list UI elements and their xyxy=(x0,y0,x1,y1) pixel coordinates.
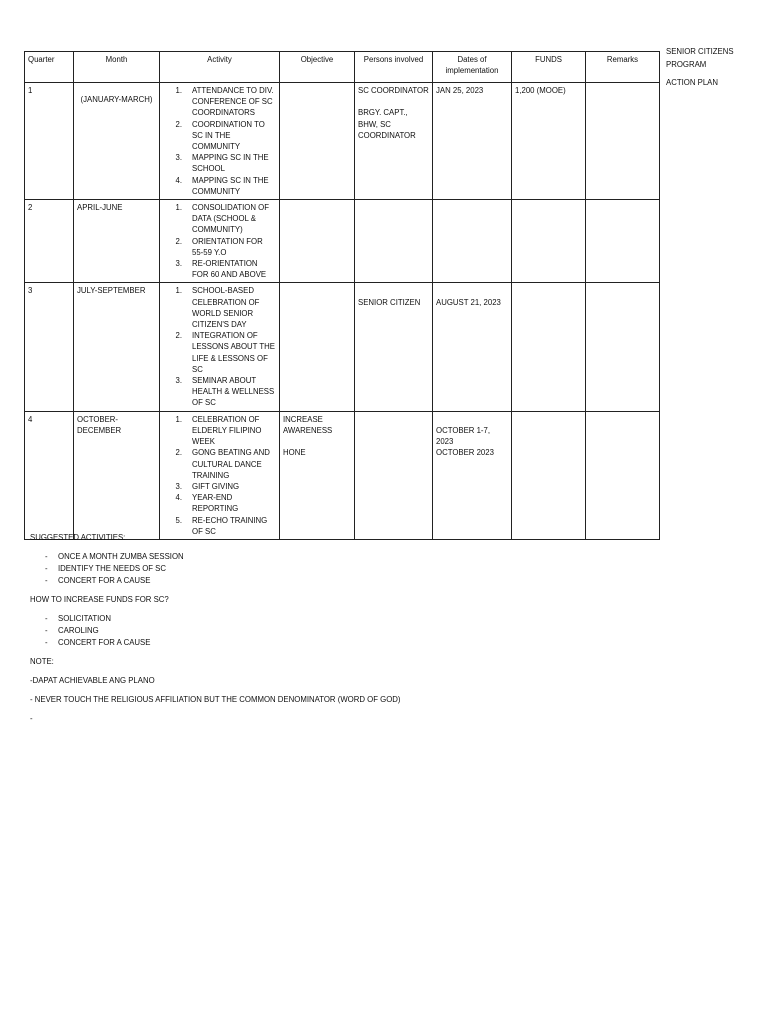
activity-cell xyxy=(160,200,280,283)
quarter-cell: 3 xyxy=(25,283,74,411)
list-item-text: CONCERT FOR A CAUSE xyxy=(58,576,151,585)
activity-text: SEMINAR ABOUT HEALTH & WELLNESS OF SC xyxy=(192,376,275,408)
activity-text: INTEGRATION OF LESSONS ABOUT THE LIFE & LESSONS OF SC xyxy=(192,331,275,374)
activity-text: ATTENDANCE TO DIV. CONFERENCE OF SC COORDINATORS xyxy=(192,86,274,118)
month-cell xyxy=(74,83,160,200)
bullet-dash: - xyxy=(45,552,48,561)
activity-text: CONSOLIDATION OF DATA (SCHOOL & COMMUNITY) xyxy=(192,203,269,235)
activity-number: 2. xyxy=(175,331,182,341)
activity-item xyxy=(163,492,276,514)
persons-involved-line xyxy=(358,285,429,296)
dates-cell xyxy=(433,200,512,283)
activity-text: COORDINATION TO SC IN THE COMMUNITY xyxy=(192,119,265,152)
dates-line: OCTOBER 2023 xyxy=(436,448,494,458)
funds-cell xyxy=(512,411,586,539)
activity-item xyxy=(163,330,276,375)
dates-cell xyxy=(433,83,512,200)
side-title xyxy=(666,46,756,90)
activity-cell xyxy=(160,411,280,539)
table-row xyxy=(25,411,660,539)
remarks-cell xyxy=(586,283,660,411)
dates-line xyxy=(436,414,508,425)
activity-text: MAPPING SC IN THE COMMUNITY xyxy=(192,175,269,196)
activity-item xyxy=(163,119,276,153)
activity-number: 3. xyxy=(175,481,182,491)
table-header-row xyxy=(25,52,660,83)
notes-section xyxy=(30,532,730,732)
month-cell xyxy=(74,200,160,283)
activity-number: 1. xyxy=(175,86,182,95)
objective-cell xyxy=(280,283,355,411)
activity-text: GIFT GIVING xyxy=(192,481,240,491)
list-item xyxy=(30,625,730,637)
activity-number: 3. xyxy=(175,259,182,269)
activity-number: 3. xyxy=(175,376,182,386)
dates-line: JAN 25, 2023 xyxy=(436,86,484,95)
activity-text: ORIENTATION FOR 55-59 Y.O xyxy=(192,236,263,257)
table-row xyxy=(25,283,660,411)
activity-text: RE-ECHO TRAINING OF SC xyxy=(192,515,268,536)
header-month: Month xyxy=(74,52,160,83)
table-row xyxy=(25,83,660,200)
month-cell xyxy=(74,411,160,539)
note-line: -DAPAT ACHIEVABLE ANG PLANO xyxy=(30,676,155,685)
activity-number: 2. xyxy=(175,119,182,129)
activity-text: CELEBRATION OF ELDERLY FILIPINO WEEK xyxy=(192,414,262,447)
activity-text: MAPPING SC IN THE SCHOOL xyxy=(192,153,269,174)
persons-involved-line xyxy=(358,96,429,107)
header-objective: Objective xyxy=(280,52,355,83)
list-item-text: IDENTIFY THE NEEDS OF SC xyxy=(58,564,167,573)
dates-cell xyxy=(433,411,512,539)
quarter-cell: 1 xyxy=(25,83,74,200)
header-activity: Activity xyxy=(160,52,280,83)
dates-line xyxy=(436,285,508,296)
persons-involved-line: BRGY. CAPT., BHW, SC COORDINATOR xyxy=(358,108,416,140)
activity-number: 4. xyxy=(175,493,182,503)
activity-number: 5. xyxy=(175,515,182,525)
table-body xyxy=(25,83,660,540)
activity-number: 4. xyxy=(175,175,182,185)
objective-line xyxy=(283,436,351,447)
activity-number: 3. xyxy=(175,153,182,163)
persons-involved-cell xyxy=(355,200,433,283)
month-cell xyxy=(74,283,160,411)
objective-cell xyxy=(280,411,355,539)
activity-item xyxy=(163,202,276,236)
header-quarter: Quarter xyxy=(25,52,74,83)
dates-line: AUGUST 21, 2023 xyxy=(436,297,501,307)
suggested-activities-heading: SUGGESTED ACTIVITIES: xyxy=(30,533,126,542)
bullet-dash: - xyxy=(45,564,48,573)
suggested-activities-list xyxy=(30,551,730,587)
list-item xyxy=(30,551,730,563)
persons-involved-cell xyxy=(355,83,433,200)
list-item-text: ONCE A MONTH ZUMBA SESSION xyxy=(58,552,184,561)
objective-line: HONE xyxy=(283,448,306,458)
bullet-dash: - xyxy=(45,638,48,647)
funds-cell xyxy=(512,283,586,411)
activity-number: 1. xyxy=(175,203,182,213)
funds-cell xyxy=(512,200,586,283)
activity-item xyxy=(163,258,276,280)
remarks-cell xyxy=(586,411,660,539)
remarks-cell xyxy=(586,83,660,200)
quarter-cell: 2 xyxy=(25,200,74,283)
activity-text: RE-ORIENTATION FOR 60 AND ABOVE xyxy=(192,259,267,280)
activity-text: SCHOOL-BASED CELEBRATION OF WORLD SENIOR CITIZEN'S DAY xyxy=(192,286,260,330)
header-persons-involved: Persons involved xyxy=(355,52,433,83)
activity-text: YEAR-END REPORTING xyxy=(192,493,239,514)
month-text: (JANUARY-MARCH) xyxy=(80,95,153,104)
activity-cell xyxy=(160,283,280,411)
activity-cell xyxy=(160,83,280,200)
funds-cell: 1,200 (MOOE) xyxy=(512,83,586,200)
objective-line: INCREASE AWARENESS xyxy=(283,414,333,435)
activity-number: 2. xyxy=(175,448,182,458)
header-funds: FUNDS xyxy=(512,52,586,83)
bullet-dash: - xyxy=(45,614,48,623)
activity-item xyxy=(163,375,276,409)
quarter-cell: 4 xyxy=(25,411,74,539)
month-text: JULY-SEPTEMBER xyxy=(77,286,146,296)
activity-number: 1. xyxy=(175,286,182,296)
header-dates: Dates of implementation xyxy=(433,52,512,83)
activity-item xyxy=(163,236,276,258)
note-heading: NOTE: xyxy=(30,657,54,666)
activity-item xyxy=(163,285,276,330)
note-lines xyxy=(30,675,730,725)
action-plan-label: ACTION PLAN xyxy=(666,78,718,87)
activity-item xyxy=(163,414,276,448)
activity-list xyxy=(163,285,276,408)
list-item-text: CONCERT FOR A CAUSE xyxy=(58,638,151,647)
activity-item xyxy=(163,175,276,197)
persons-involved-line: SENIOR CITIZEN xyxy=(358,297,421,307)
list-item xyxy=(30,613,730,625)
objective-cell xyxy=(280,83,355,200)
note-line: - xyxy=(30,714,33,723)
dates-cell xyxy=(433,283,512,411)
objective-cell xyxy=(280,200,355,283)
persons-involved-cell xyxy=(355,411,433,539)
bullet-dash: - xyxy=(45,626,48,635)
list-item-text: SOLICITATION xyxy=(58,614,111,623)
increase-funds-list xyxy=(30,613,730,649)
activity-number: 1. xyxy=(175,414,182,424)
dates-line: OCTOBER 1-7, 2023 xyxy=(436,425,491,447)
activity-item xyxy=(163,152,276,174)
list-item xyxy=(30,563,730,575)
month-text: OCTOBER-DECEMBER xyxy=(77,414,122,435)
activity-list xyxy=(163,202,276,280)
header-remarks: Remarks xyxy=(586,52,660,83)
list-item xyxy=(30,575,730,587)
month-text: APRIL-JUNE xyxy=(77,203,123,213)
activity-list xyxy=(163,85,276,197)
activity-number: 2. xyxy=(175,236,182,246)
remarks-cell xyxy=(586,200,660,283)
activity-item xyxy=(163,85,276,119)
list-item-text: CAROLING xyxy=(58,626,99,635)
table-row xyxy=(25,200,660,283)
bullet-dash: - xyxy=(45,576,48,585)
program-title: SENIOR CITIZENS PROGRAM xyxy=(666,47,734,69)
note-line: - NEVER TOUCH THE RELIGIOUS AFFILIATION BUT THE COMMON DENOMINATOR (WORD OF GOD) xyxy=(30,695,401,704)
action-plan-table xyxy=(24,51,660,540)
activity-item xyxy=(163,447,276,481)
persons-involved-cell xyxy=(355,283,433,411)
activity-list xyxy=(163,414,276,537)
activity-item xyxy=(163,481,276,492)
increase-funds-heading: HOW TO INCREASE FUNDS FOR SC? xyxy=(30,595,169,604)
activity-text: GONG BEATING AND CULTURAL DANCE TRAINING xyxy=(192,448,270,480)
list-item xyxy=(30,637,730,649)
persons-involved-line: SC COORDINATOR xyxy=(358,86,429,95)
